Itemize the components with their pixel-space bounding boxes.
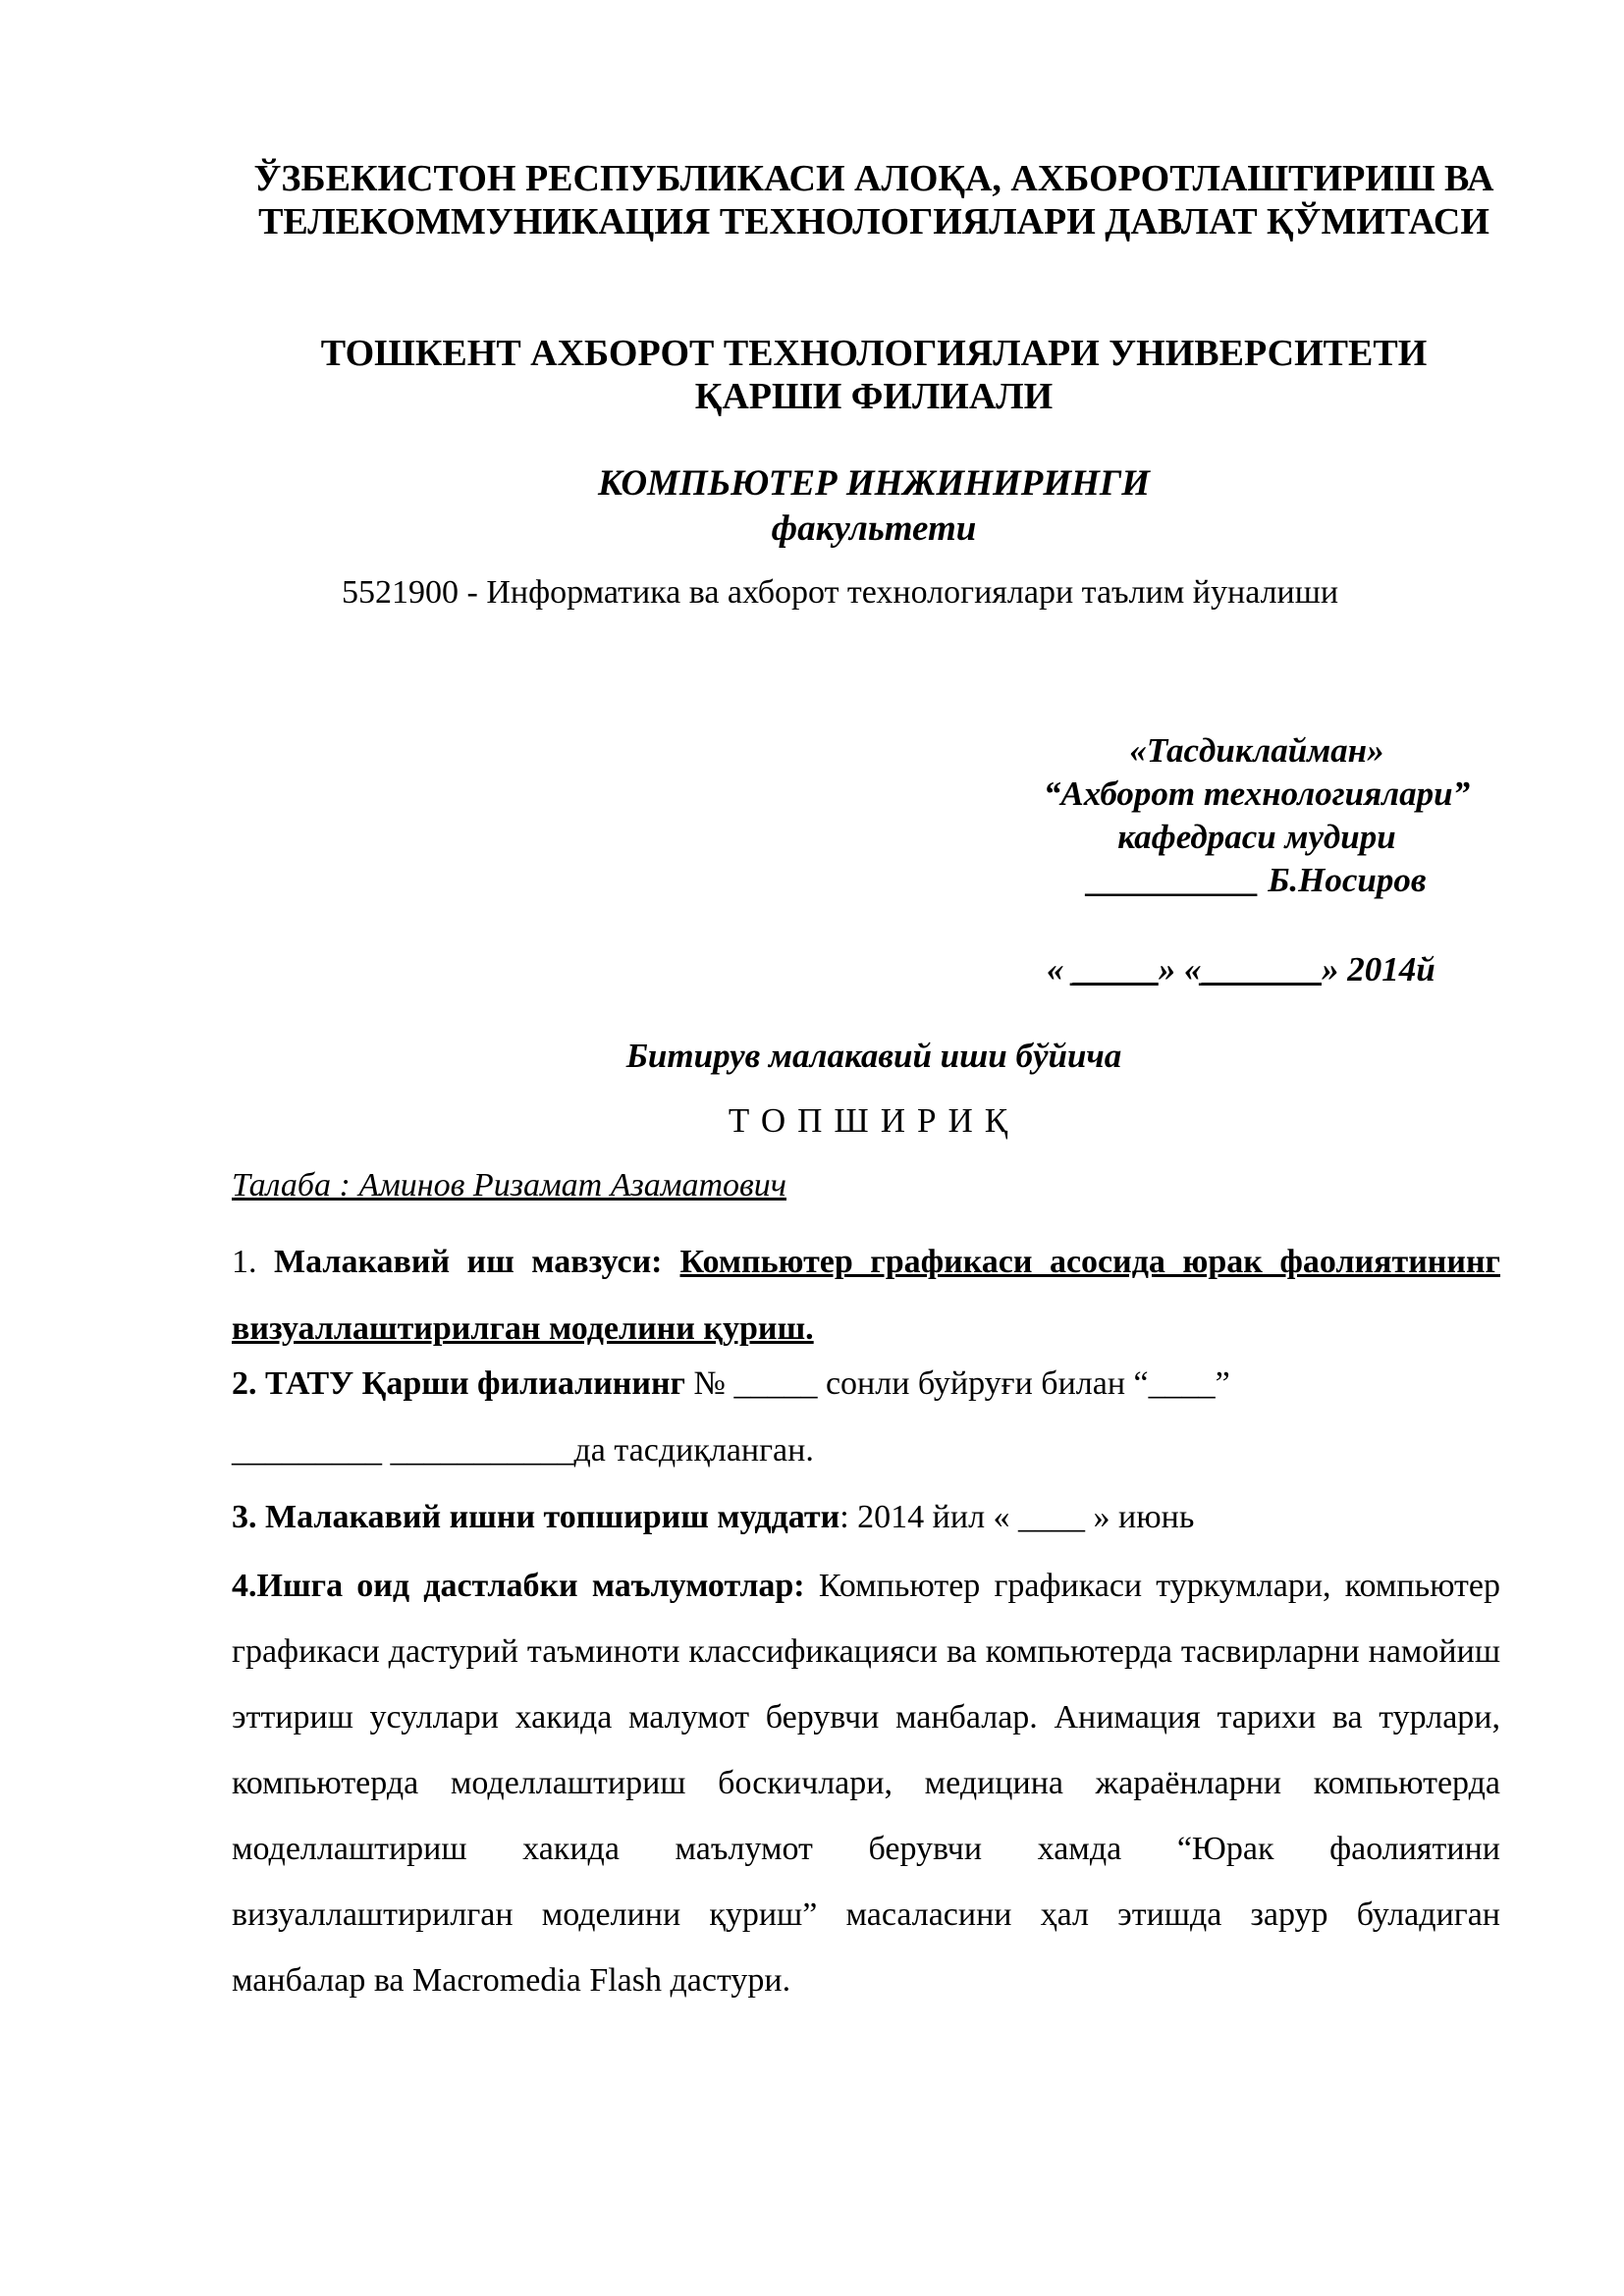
item-2-text: № _____ сонли буйруғи билан “____” xyxy=(685,1365,1230,1402)
approval-department: “Ахборот технологиялари” xyxy=(1043,774,1471,813)
task-heading: Битирув малакавий иши бўйича xyxy=(625,1037,1122,1075)
ministry-header: ЎЗБЕКИСТОН РЕСПУБЛИКАСИ АЛОҚА, АХБОРОТЛАШТИРИШ ВА ТЕЛЕКОММУНИКАЦИЯ ТЕХНОЛОГИЯЛАРИ ДАВЛАТ ҚЎМИТАСИ xyxy=(253,158,1494,242)
item-3-number: 3 xyxy=(232,1499,248,1535)
item-2-label: 2. ТАТУ Қарши филиалининг xyxy=(232,1365,685,1402)
approval-title: «Тасдиклайман» xyxy=(1129,731,1384,770)
item-1-topic-text: Компьютер графикаси асосида юрак фаолиятининг визуаллаштирилган моделини қуриш. xyxy=(232,1244,1500,1347)
study-direction: 5521900 - Информатика ва ахборот технологиялари таълим йуналиши xyxy=(342,574,1339,611)
item-3-label: . Малакавий ишни топшириш муддати xyxy=(248,1499,840,1535)
item-4-text: Компьютер графикаси туркумлари, компьютер графикаси дастурий таъминоти классификацияси ва компьютерда тасвирларни намойиш эттириш усуллари хакида малумот берувчи манбалар. Анимация тарихи ва турлари, компьютерда моделлаштириш боскичлари, медицина жараёнларни компьютерда моделлаштириш хакида маълумот берувчи хамда “Юрак фаолиятини визуаллаштирилган моделини қуриш” масаласини ҳал этишда зарур буладиган манбалар ва Macromedia Flash дастури. xyxy=(232,1568,1501,1999)
item-4-label: .Ишга оид дастлабки маълумотлар: xyxy=(248,1568,805,1604)
approval-date xyxy=(1047,948,1435,991)
approval-signature xyxy=(982,859,1532,902)
date-month-blank: _______ xyxy=(1201,950,1322,988)
item-1-label: Малакавий иш мавзуси: xyxy=(273,1244,663,1280)
task-title: ТОПШИРИҚ xyxy=(728,1101,1020,1140)
approval-block xyxy=(982,729,1532,902)
university-header xyxy=(226,332,1522,418)
item-1-number: 1. xyxy=(232,1244,274,1280)
signer-name: Б.Носиров xyxy=(1259,861,1427,899)
item-4-number: 4 xyxy=(232,1568,248,1604)
item-1-topic xyxy=(232,1229,1500,1362)
date-year: » 2014й xyxy=(1322,950,1435,988)
item-3-text: : 2014 йил « ____ » июнь xyxy=(839,1499,1195,1535)
faculty-name: КОМПЬЮТЕР ИНЖИНИРИНГИ xyxy=(597,463,1151,504)
student-name: Талаба : Аминов Ризамат Азаматович xyxy=(232,1167,786,1203)
date-open: « xyxy=(1047,950,1073,988)
item-3-deadline xyxy=(232,1496,1500,1539)
date-day-blank: _____ xyxy=(1072,950,1159,988)
item-4-initial-data xyxy=(232,1553,1500,2013)
item-2-approved-line: _________ ___________да тасдиқланган. xyxy=(232,1432,814,1468)
faculty-block xyxy=(226,461,1522,552)
university-name: ТОШКЕНТ АХБОРОТ ТЕХНОЛОГИЯЛАРИ УНИВЕРСИТЕТИ xyxy=(320,333,1428,374)
date-mid: » « xyxy=(1158,950,1202,988)
approval-position: кафедраси мудири xyxy=(1117,818,1396,856)
item-2-order xyxy=(232,1362,1500,1406)
signature-blank: __________ xyxy=(1087,861,1260,899)
branch-name: ҚАРШИ ФИЛИАЛИ xyxy=(694,376,1054,417)
faculty-word: факультети xyxy=(771,508,977,549)
